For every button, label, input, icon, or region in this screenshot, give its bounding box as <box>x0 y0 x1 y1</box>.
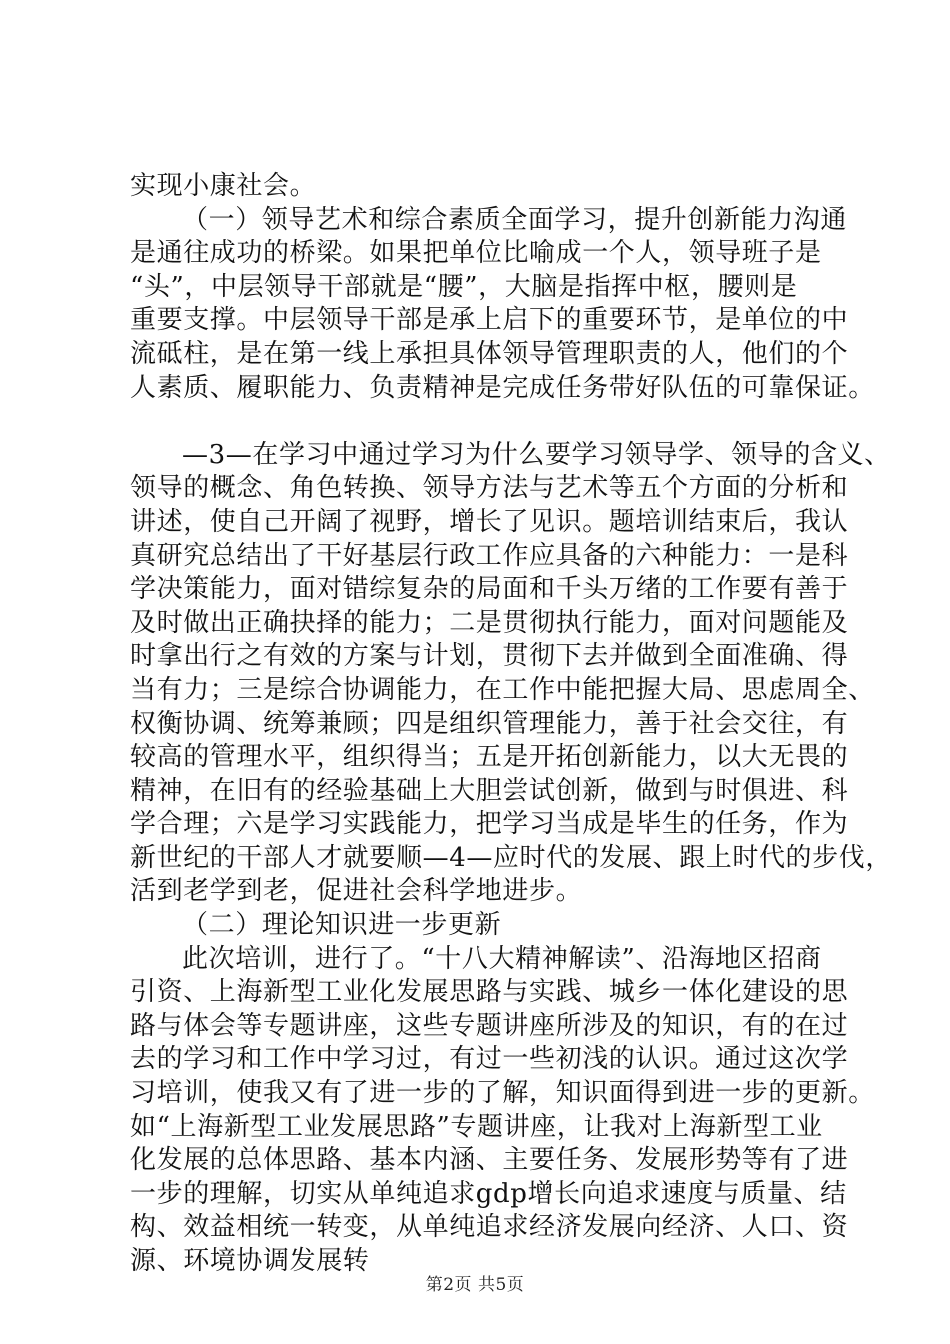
text-line: 领导的概念、角色转换、领导方法与艺术等五个方面的分析和 <box>130 473 849 504</box>
text-line: 活到老学到老，促进社会科学地进步。 <box>130 876 583 907</box>
text-line: 讲述，使自己开阔了视野，增长了见识。题培训结束后，我认 <box>130 506 849 537</box>
text-line: —3—在学习中通过学习为什么要学习领导学、领导的含义、 <box>182 439 891 470</box>
text-line: 实现小康社会。 <box>130 171 317 201</box>
text-line: 习培训，使我又有了进一步的了解，知识面得到进一步的更新。 <box>130 1078 875 1109</box>
text-line: 重要支撑。中层领导干部是承上启下的重要环节，是单位的中 <box>130 305 849 336</box>
paragraph-gap <box>130 405 830 439</box>
text-line: 路与体会等专题讲座，这些专题讲座所涉及的知识，有的在过 <box>130 1010 849 1041</box>
text-line: 较高的管理水平，组织得当；五是开拓创新能力，以大无畏的 <box>130 742 849 773</box>
text-line: 精神，在旧有的经验基础上大胆尝试创新，做到与时俱进、科 <box>130 775 849 806</box>
text-line: 一步的理解，切实从单纯追求gdp增长向追求速度与质量、结 <box>130 1178 847 1209</box>
text-line: 如“上海新型工业发展思路”专题讲座，让我对上海新型工业 <box>130 1111 823 1142</box>
text-line: 去的学习和工作中学习过，有过一些初浅的认识。通过这次学 <box>130 1044 849 1075</box>
text-line: （一）领导艺术和综合素质全面学习，提升创新能力沟通 <box>182 204 848 235</box>
text-line: 学决策能力，面对错综复杂的局面和千头万绪的工作要有善于 <box>130 574 849 605</box>
text-line: 构、效益相统一转变，从单纯追求经济发展向经济、人口、资 <box>130 1212 849 1243</box>
text-line: 权衡协调、统筹兼顾；四是组织管理能力，善于社会交往，有 <box>130 708 849 739</box>
text-line: 真研究总结出了干好基层行政工作应具备的六种能力：一是科 <box>130 540 849 571</box>
text-line: 此次培训，进行了。“十八大精神解读”、沿海地区招商 <box>182 943 822 974</box>
text-line: 学合理；六是学习实践能力，把学习当成是毕生的任务，作为 <box>130 809 849 840</box>
text-line: 源、环境协调发展转 <box>130 1246 370 1276</box>
text-line: “头”，中层领导干部就是“腰”，大脑是指挥中枢，腰则是 <box>130 271 798 302</box>
text-line: 流砥柱，是在第一线上承担具体领导管理职责的人，他们的个 <box>130 338 849 369</box>
text-line: 新世纪的干部人才就要顺—4—应时代的发展、跟上时代的步伐， <box>130 842 892 873</box>
text-line: 人素质、履职能力、负责精神是完成任务带好队伍的可靠保证。 <box>130 372 875 403</box>
text-line: 及时做出正确抉择的能力；二是贯彻执行能力，面对问题能及 <box>130 607 849 638</box>
text-line: 是通往成功的桥梁。如果把单位比喻成一个人，领导班子是 <box>130 238 822 269</box>
document-body <box>130 170 892 1279</box>
text-line: 时拿出行之有效的方案与计划，贯彻下去并做到全面准确、得 <box>130 641 849 672</box>
text-line: 引资、上海新型工业化发展思路与实践、城乡一体化建设的思 <box>130 977 849 1008</box>
text-line: 化发展的总体思路、基本内涵、主要任务、发展形势等有了进 <box>130 1145 849 1176</box>
page-number-footer: 第2页 共5页 <box>425 1275 525 1295</box>
section-heading: （二）理论知识进一步更新 <box>182 910 502 941</box>
text-line: 当有力；三是综合协调能力，在工作中能把握大局、思虑周全、 <box>130 674 875 705</box>
